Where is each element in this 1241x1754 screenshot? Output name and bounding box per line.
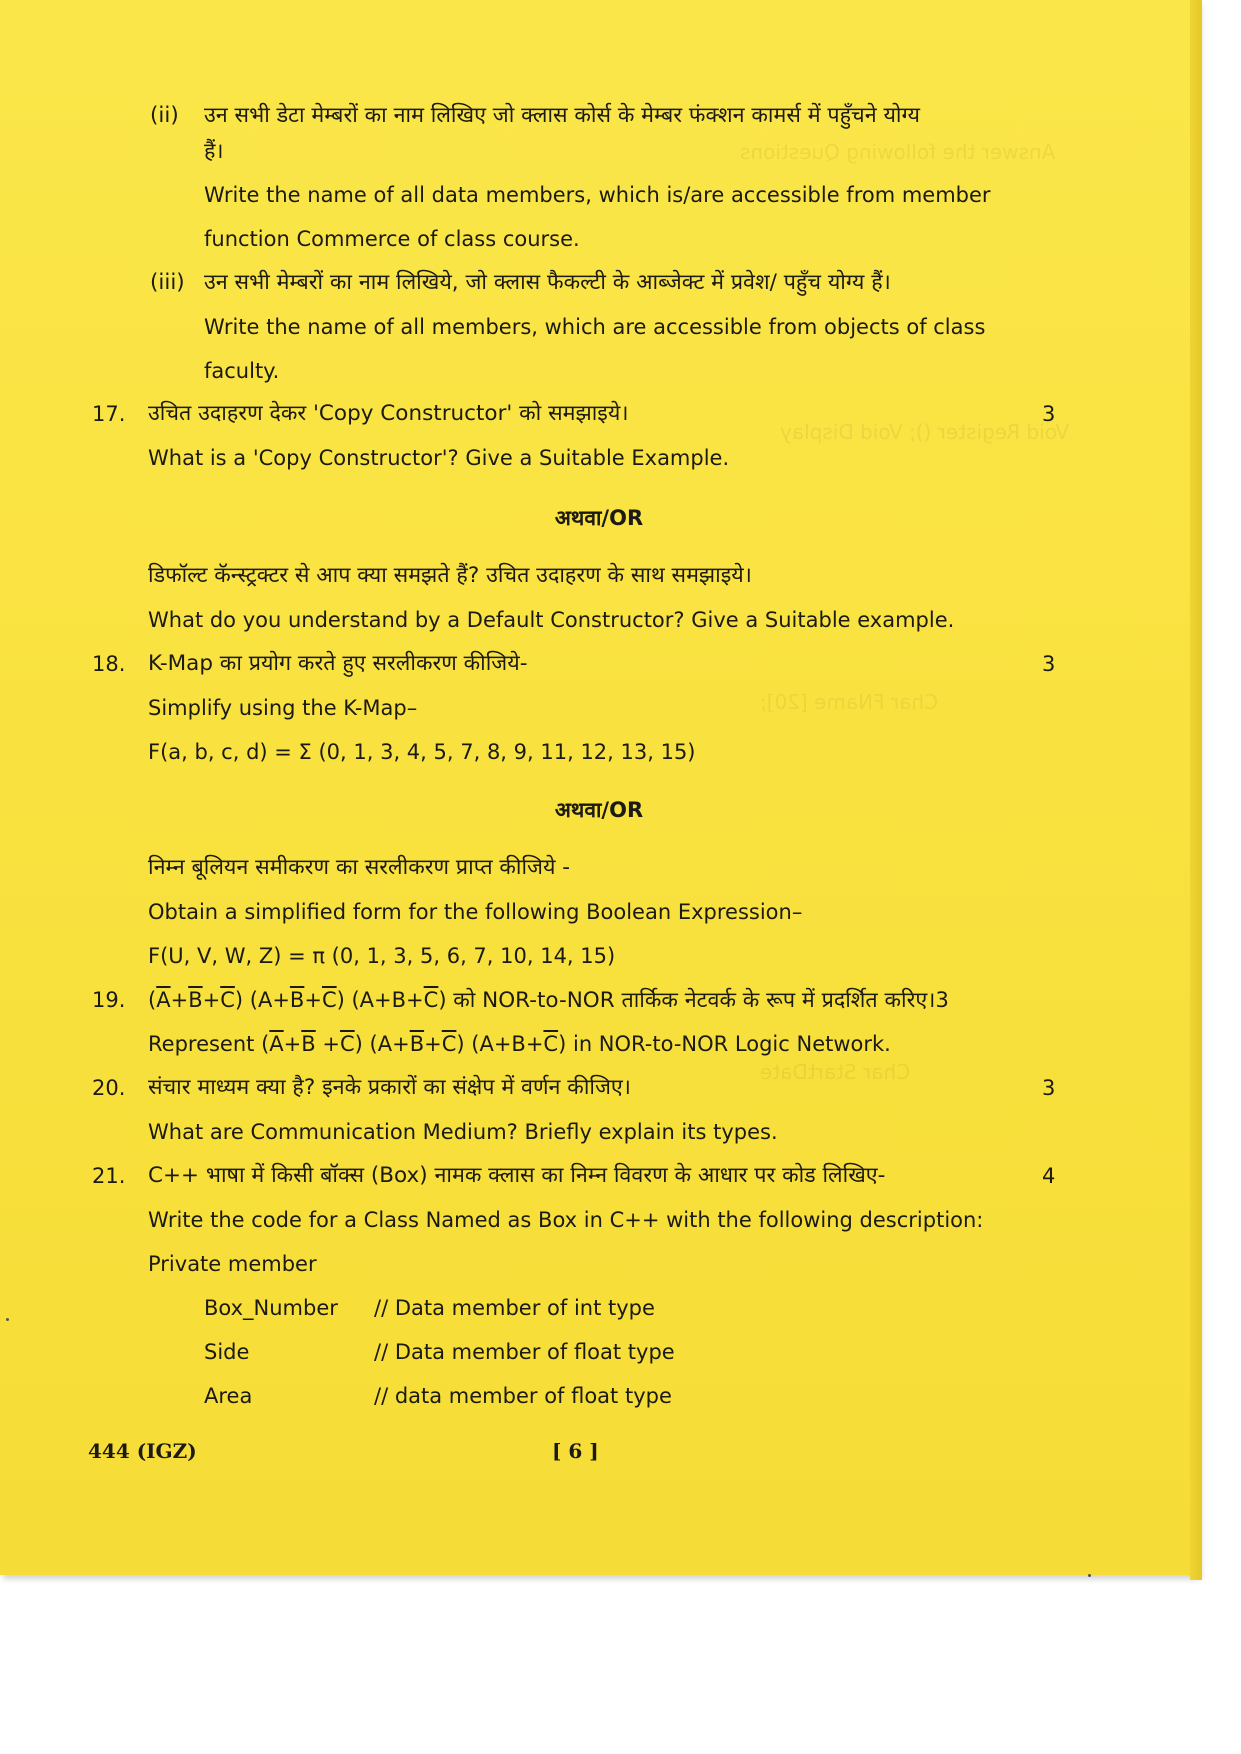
- q19-expression-hindi-line: [148, 985, 949, 1016]
- show-through: Void Register (); Void Display: [780, 420, 1070, 444]
- q17-alt-english: What do you understand by a Default Constructor? Give a Suitable example.: [148, 608, 955, 632]
- q16-ii-hindi-line2: हैं।: [204, 139, 224, 164]
- q20-hindi: संचार माध्यम क्या है? इनके प्रकारों का संक्षेप में वर्णन कीजिए।: [148, 1075, 631, 1100]
- q16-iii-hindi: उन सभी मेम्बरों का नाम लिखिये, जो क्लास फैकल्टी के आब्जेक्ट में प्रवेश/ पहुँच योग्य हैं।: [204, 270, 891, 295]
- q17-or-divider: अथवा/OR: [554, 506, 644, 530]
- q20-marks: 3: [1042, 1076, 1056, 1100]
- show-through: Answer the following Questions: [740, 140, 1056, 164]
- q16-ii-english-line2: function Commerce of class course.: [204, 227, 580, 251]
- q21-number: 21.: [92, 1164, 126, 1188]
- q18-marks: 3: [1042, 652, 1056, 676]
- paper-code: 444 (IGZ): [88, 1439, 197, 1463]
- page-number: [ 6 ]: [552, 1439, 599, 1463]
- paper-speck: [1088, 1574, 1091, 1577]
- q21-private-heading: Private member: [148, 1252, 317, 1276]
- q16-iii-english-line2: faculty.: [204, 359, 280, 383]
- member-name-area: Area: [204, 1384, 253, 1408]
- q19-number: 19.: [92, 988, 126, 1012]
- q16-ii-label: (ii): [150, 103, 179, 128]
- q16-iii-english-line1: Write the name of all members, which are accessible from objects of class: [204, 315, 986, 339]
- show-through: Char FName [20];: [760, 690, 939, 714]
- q19-marks: 3: [935, 988, 949, 1012]
- q20-english: What are Communication Medium? Briefly explain its types.: [148, 1120, 778, 1144]
- q18-hindi: K-Map का प्रयोग करते हुए सरलीकरण कीजिये-: [148, 651, 528, 676]
- q16-ii-english-line1: Write the name of all data members, which is/are accessible from member: [204, 183, 991, 207]
- q20-number: 20.: [92, 1076, 126, 1100]
- member-name-side: Side: [204, 1340, 250, 1364]
- q17-marks: 3: [1042, 402, 1056, 426]
- page-edge: [1190, 0, 1202, 1580]
- paper-speck: [6, 1318, 9, 1321]
- q19-boolean-expression: $(\overline{A}+\overline{B}+\overline{C})$ $(A+\overline{B}+\overline{C})$ $(A+B+\overline{C})$: [148, 988, 447, 1012]
- q18-alt-hindi: निम्न बूलियन समीकरण का सरलीकरण प्राप्त कीजिये -: [148, 855, 571, 880]
- q17-number: 17.: [92, 402, 126, 426]
- q19-boolean-expression-en: $(\overline{A}+\overline{B} +\overline{C})$ $(A+\overline{B}+\overline{C})$ $(A+B+\overline{C})$: [261, 1032, 567, 1056]
- q17-english: What is a 'Copy Constructor'? Give a Suitable Example.: [148, 446, 730, 470]
- member-comment-area: // data member of float type: [374, 1384, 672, 1408]
- q18-expression: F(a, b, c, d) = Σ (0, 1, 3, 4, 5, 7, 8, 9, 11, 12, 13, 15): [148, 740, 696, 764]
- q18-number: 18.: [92, 652, 126, 676]
- q21-marks: 4: [1042, 1164, 1056, 1188]
- q17-hindi: उचित उदाहरण देकर 'Copy Constructor' को समझाइये।: [148, 401, 629, 426]
- member-comment-side: // Data member of float type: [374, 1340, 675, 1364]
- show-through: Char StartDate: [760, 1060, 911, 1084]
- q21-english: Write the code for a Class Named as Box in C++ with the following description:: [148, 1208, 984, 1232]
- q18-alt-expression: F(U, V, W, Z) = π (0, 1, 3, 5, 6, 7, 10, 14, 15): [148, 944, 616, 968]
- q21-hindi: C++ भाषा में किसी बॉक्स (Box) नामक क्लास का निम्न विवरण के आधार पर कोड लिखिए-: [148, 1163, 886, 1188]
- q16-ii-hindi-line1: उन सभी डेटा मेम्बरों का नाम लिखिए जो क्लास कोर्स के मेम्बर फंक्शन कामर्स में पहुँचने योग्य: [204, 103, 921, 128]
- q18-or-divider: अथवा/OR: [554, 798, 644, 822]
- member-name-box-number: Box_Number: [204, 1296, 338, 1320]
- q19-english-line: [148, 1029, 891, 1059]
- q18-alt-english: Obtain a simplified form for the following Boolean Expression–: [148, 900, 803, 924]
- q19-english-head: Represent: [148, 1032, 255, 1056]
- q18-english: Simplify using the K-Map–: [148, 696, 418, 720]
- q16-iii-label: (iii): [150, 270, 185, 295]
- member-comment-box-number: // Data member of int type: [374, 1296, 655, 1320]
- q19-hindi-tail: को NOR-to-NOR तार्किक नेटवर्क के रूप में प्रदर्शित करिए।: [453, 988, 936, 1013]
- q17-alt-hindi: डिफॉल्ट कॅन्स्ट्रक्टर से आप क्या समझते हैं? उचित उदाहरण के साथ समझाइये।: [148, 563, 752, 588]
- q19-english-tail: in NOR-to-NOR Logic Network.: [572, 1032, 891, 1056]
